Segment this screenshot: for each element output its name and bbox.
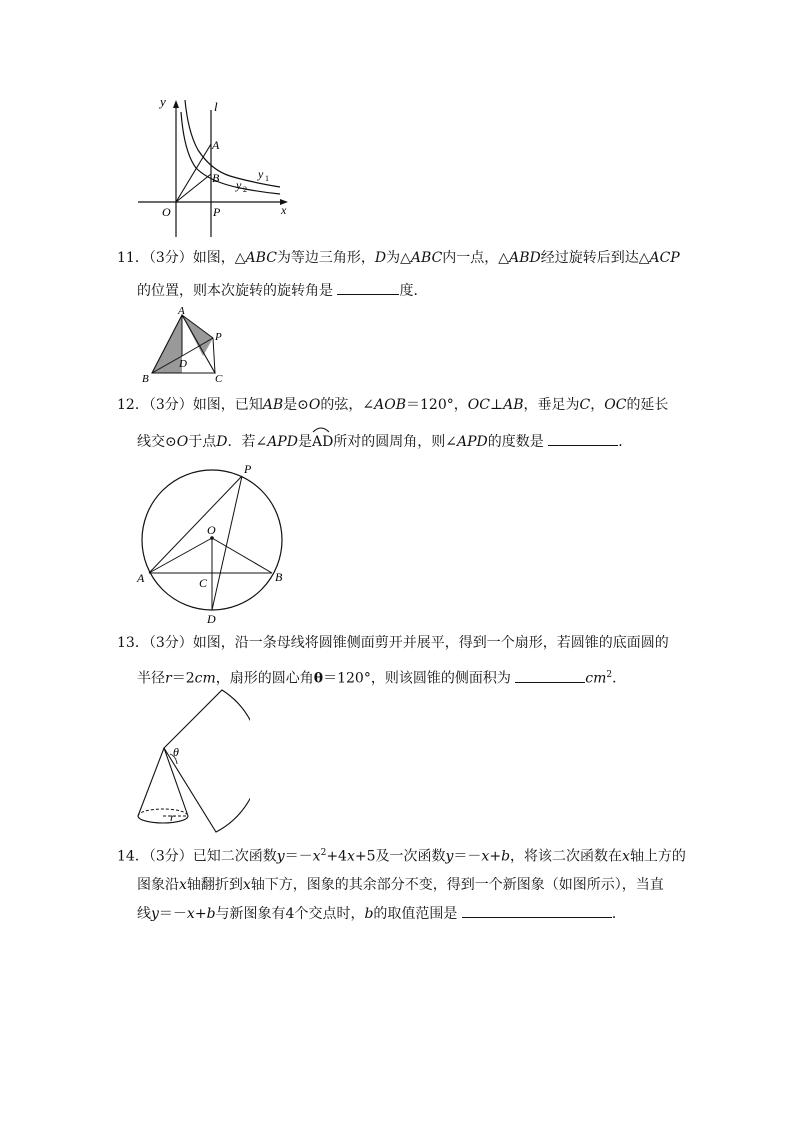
label-C: C bbox=[199, 576, 208, 590]
text: ＝120°， bbox=[406, 397, 468, 413]
text: 线 bbox=[137, 905, 151, 922]
label-theta: θ bbox=[173, 745, 179, 759]
question-number: 12． bbox=[117, 397, 149, 413]
text: 的弦，∠ bbox=[320, 397, 375, 413]
question-13-line1 bbox=[117, 633, 677, 653]
var: x bbox=[242, 876, 251, 893]
text: ⊥ bbox=[489, 397, 504, 413]
question-number: 14． bbox=[117, 848, 149, 865]
label-P: P bbox=[213, 205, 221, 219]
text: ＝120°，则该圆锥的侧面积为 bbox=[323, 670, 511, 687]
text: 的度数是 bbox=[487, 434, 544, 450]
var: APD bbox=[457, 434, 488, 450]
cone-side-left bbox=[138, 748, 164, 816]
unit: cm bbox=[585, 670, 607, 687]
question-13 bbox=[117, 633, 677, 689]
arc-symbol bbox=[312, 425, 330, 433]
text: +5及一次函数 bbox=[354, 848, 446, 865]
question-13-line2 bbox=[137, 665, 677, 689]
answer-blank[interactable] bbox=[337, 280, 399, 295]
var: OC bbox=[604, 397, 627, 413]
text: ，垂足为 bbox=[523, 397, 580, 413]
text: 的取值范围是 bbox=[373, 905, 458, 922]
label-D: D bbox=[179, 358, 187, 370]
answer-blank[interactable] bbox=[548, 431, 618, 446]
question-12-line2 bbox=[137, 431, 677, 452]
var: b bbox=[364, 905, 374, 922]
text: ，将该二次函数在 bbox=[510, 848, 623, 865]
label-O: O bbox=[207, 523, 216, 537]
text: 于点 bbox=[188, 434, 217, 450]
text: +4 bbox=[326, 848, 347, 865]
exponent: 2 bbox=[320, 848, 327, 858]
label-A: A bbox=[178, 306, 185, 317]
var: ACP bbox=[649, 250, 680, 266]
var: x bbox=[186, 905, 195, 922]
segment-PD bbox=[212, 476, 242, 610]
text: ＝－ bbox=[158, 905, 187, 922]
cone-base-front bbox=[138, 816, 188, 823]
text: 为△ bbox=[386, 250, 411, 266]
label-A: A bbox=[137, 571, 145, 585]
question-11-line1 bbox=[117, 248, 680, 268]
text: ＝－ bbox=[284, 848, 313, 865]
var: ABC bbox=[245, 250, 277, 266]
text: ，扇形的圆心角 bbox=[215, 670, 314, 687]
var: x bbox=[312, 848, 321, 865]
var: r bbox=[165, 670, 172, 687]
text: 已知二次函数 bbox=[192, 848, 277, 865]
var: ABC bbox=[410, 250, 443, 266]
var: ABD bbox=[509, 250, 541, 266]
text: 轴翻折到 bbox=[186, 876, 243, 893]
var: D bbox=[216, 434, 228, 450]
figure-q10 bbox=[130, 92, 300, 242]
text: ． bbox=[618, 434, 633, 450]
question-12 bbox=[117, 395, 677, 452]
question-11-line2 bbox=[137, 280, 677, 301]
text: 的位置，则本次旋转的旋转角是 bbox=[137, 283, 333, 299]
text: 如图，已知 bbox=[192, 397, 263, 413]
text: 如图，△ bbox=[192, 250, 246, 266]
answer-blank[interactable] bbox=[515, 668, 585, 683]
question-score: （3分） bbox=[148, 635, 193, 651]
text: 如图，沿一条母线将圆锥侧面剪开并展平，得到一个扇形，若圆锥的底面圆的 bbox=[192, 635, 669, 651]
question-14-line2 bbox=[137, 875, 677, 895]
label-P: P bbox=[244, 462, 252, 476]
text: 轴下方，图象的其余部分不变，得到一个新图象（如图所示），当直 bbox=[250, 876, 664, 893]
text: 与新图象有4个交点时， bbox=[215, 905, 365, 922]
label-y2-sub: 2 bbox=[243, 185, 247, 194]
label-y2: y bbox=[236, 178, 242, 192]
var: D bbox=[374, 250, 387, 266]
var: AB bbox=[503, 397, 524, 413]
text: 是 bbox=[297, 434, 312, 450]
question-score: （3分） bbox=[148, 250, 193, 266]
label-y1: y bbox=[258, 167, 264, 181]
text: ＝－ bbox=[453, 848, 482, 865]
unit-exponent: 2 bbox=[606, 670, 613, 680]
sector bbox=[164, 690, 250, 832]
label-C: C bbox=[215, 373, 223, 385]
var: x bbox=[346, 848, 355, 865]
question-11 bbox=[117, 248, 680, 301]
var: AOB bbox=[374, 397, 406, 413]
var: x bbox=[481, 848, 490, 865]
var: y bbox=[276, 848, 285, 865]
label-y1-sub: 1 bbox=[265, 174, 269, 183]
var: θ bbox=[313, 670, 324, 687]
segment-OA bbox=[149, 538, 212, 573]
text: 为等边三角形， bbox=[276, 250, 375, 266]
text: ． bbox=[612, 670, 627, 687]
text: 半径 bbox=[137, 670, 165, 687]
var: x bbox=[622, 848, 630, 865]
text: ． bbox=[611, 905, 626, 922]
var: y bbox=[445, 848, 454, 865]
var: OC bbox=[467, 397, 490, 413]
text: ＝2 bbox=[171, 670, 195, 687]
text: ．若∠ bbox=[227, 434, 268, 450]
var: b bbox=[501, 848, 511, 865]
label-B: B bbox=[212, 171, 220, 185]
label-r: r bbox=[170, 810, 175, 824]
text: 轴上方的 bbox=[629, 848, 686, 865]
var: x bbox=[179, 876, 187, 893]
var: O bbox=[308, 397, 321, 413]
label-B: B bbox=[142, 373, 149, 385]
var: O bbox=[176, 434, 189, 450]
question-14 bbox=[117, 843, 686, 924]
var: C bbox=[579, 397, 591, 413]
text: 图象沿 bbox=[137, 876, 179, 893]
label-B: B bbox=[275, 570, 283, 584]
figure-q11 bbox=[135, 306, 235, 386]
var: AD bbox=[311, 434, 334, 450]
answer-blank[interactable] bbox=[462, 903, 612, 918]
figure-q13 bbox=[130, 688, 250, 838]
text: + bbox=[194, 905, 207, 922]
label-A: A bbox=[212, 138, 220, 152]
var: APD bbox=[267, 434, 298, 450]
shaded-acp bbox=[182, 315, 213, 356]
cone-base-back bbox=[138, 809, 188, 816]
segment-OA bbox=[176, 144, 211, 202]
question-number: 11． bbox=[117, 250, 149, 266]
text: 是⊙ bbox=[283, 397, 309, 413]
text: 线交⊙ bbox=[137, 434, 177, 450]
label-y: y bbox=[160, 94, 166, 109]
label-O: O bbox=[162, 205, 171, 219]
question-12-line1 bbox=[117, 395, 677, 415]
arc-AD bbox=[312, 432, 333, 452]
label-x: x bbox=[281, 203, 287, 217]
text: 内一点，△ bbox=[442, 250, 510, 266]
segment-OB bbox=[176, 174, 211, 202]
figure-q12 bbox=[130, 462, 300, 627]
var: y bbox=[151, 905, 159, 922]
text: 经过旋转后到达△ bbox=[540, 250, 650, 266]
question-14-line1 bbox=[117, 843, 686, 867]
var: cm bbox=[194, 670, 216, 687]
text: + bbox=[489, 848, 502, 865]
label-D: D bbox=[207, 612, 216, 626]
question-score: （3分） bbox=[148, 848, 193, 865]
label-P: P bbox=[215, 331, 222, 343]
question-score: （3分） bbox=[148, 397, 193, 413]
text: 度． bbox=[399, 283, 428, 299]
question-14-line3 bbox=[137, 903, 677, 924]
question-number: 13． bbox=[117, 635, 149, 651]
var: AB bbox=[262, 397, 284, 413]
text: ， bbox=[590, 397, 605, 413]
text: 所对的圆周角，则∠ bbox=[333, 434, 458, 450]
var: b bbox=[206, 905, 216, 922]
label-l: l bbox=[214, 99, 218, 114]
text: 的延长 bbox=[626, 397, 669, 413]
